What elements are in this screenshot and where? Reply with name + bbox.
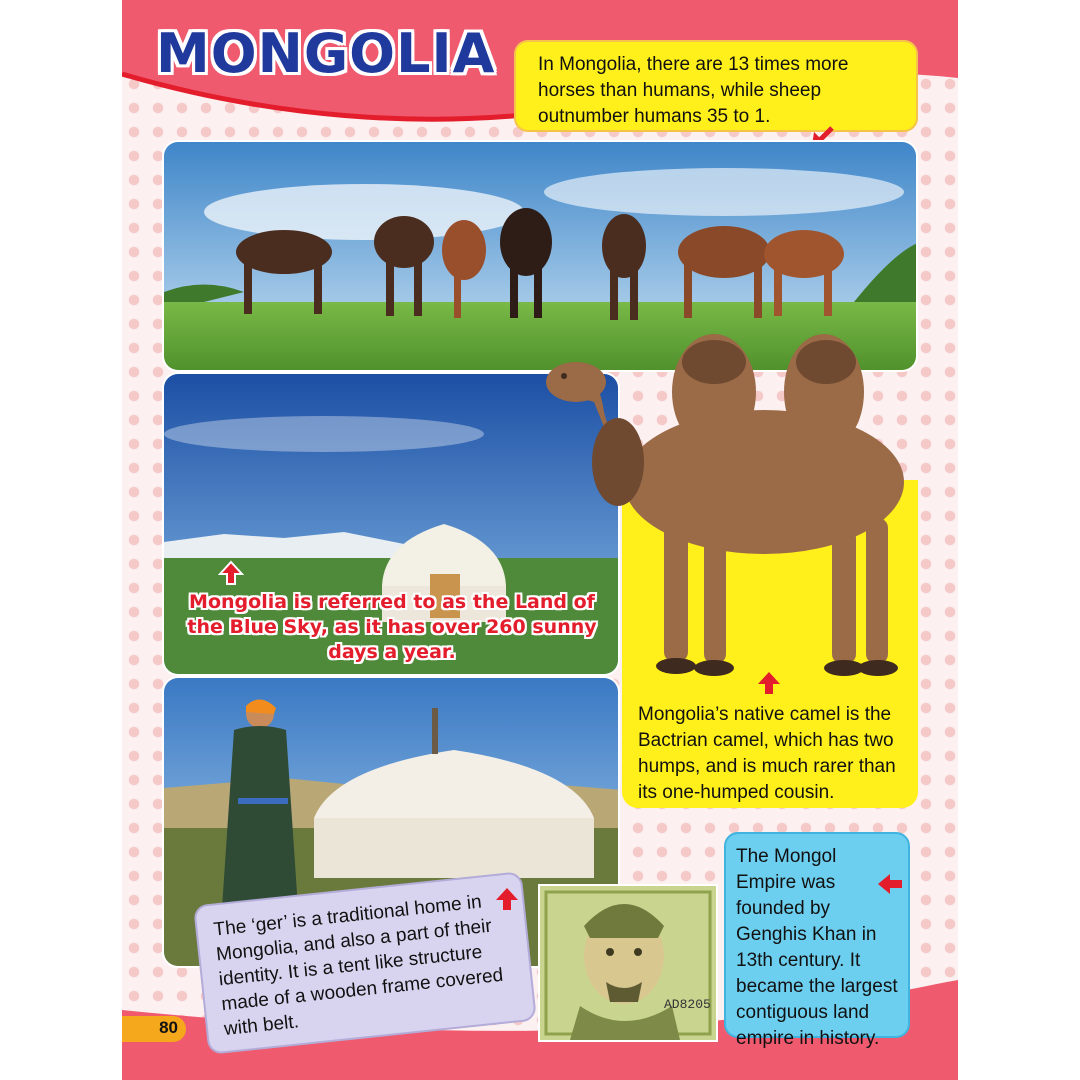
ger-fact-text: The ‘ger’ is a traditional home in Mongolia, and also a part of their identity. It is a tent like structure made of a wooden frame covered with belt. <box>212 891 505 1041</box>
banknote-serial: AD8205 <box>664 997 711 1012</box>
empire-fact-box <box>724 832 910 1049</box>
empire-fact-text: The Mongol Empire was founded by Genghis Khan in 13th century. It became the largest contiguous land empire in history. <box>736 846 898 1049</box>
blue-sky-fact-text: Mongolia is referred to as the Land of the Blue Sky, as it has over 260 sunny days a year. <box>187 591 597 663</box>
page-title: MONGOLIA <box>156 22 496 85</box>
arrow-up-icon <box>494 886 520 912</box>
arrow-up-icon <box>218 560 244 586</box>
page-number: 80 <box>159 1018 178 1037</box>
page-number-tab <box>122 1016 186 1042</box>
horses-fact-box <box>514 40 918 132</box>
genghis-khan-banknote <box>538 884 718 1042</box>
bactrian-camel-image <box>514 332 914 684</box>
camel-fact-text: Mongolia’s native camel is the Bactrian camel, which has two humps, and is much rarer than its one-humped cousin. <box>638 704 896 803</box>
horses-fact-text: In Mongolia, there are 13 times more horses than humans, while sheep outnumber humans 35 to 1. <box>538 54 849 127</box>
book-page <box>122 0 958 1080</box>
arrow-left-icon <box>876 872 904 896</box>
